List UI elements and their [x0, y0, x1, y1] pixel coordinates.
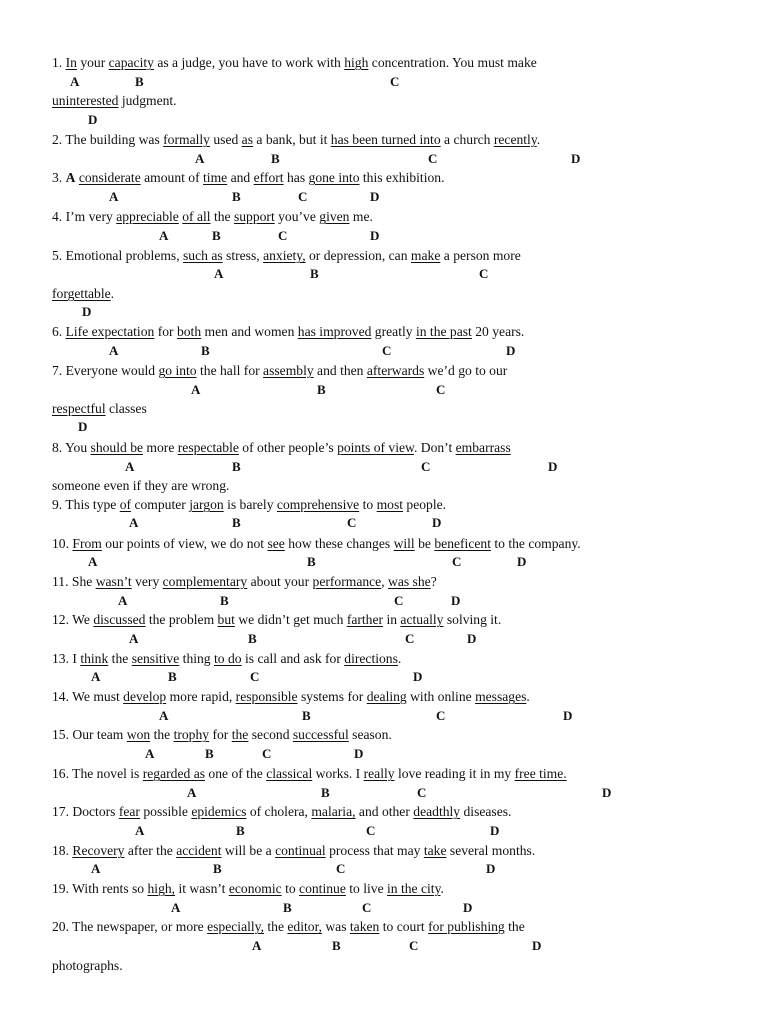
question-text: the problem — [145, 612, 218, 627]
underlined-option-text: for publishing — [428, 919, 505, 934]
underlined-option-text: responsible — [235, 689, 298, 704]
underlined-option-text: such as — [183, 248, 223, 263]
underlined-option-text: free time. — [514, 766, 567, 781]
answer-label-a: A — [145, 746, 155, 761]
underlined-option-text: accident — [176, 843, 222, 858]
answer-label-a: A — [91, 669, 101, 684]
underlined-option-text: continual — [275, 843, 326, 858]
answer-label-c: C — [382, 343, 392, 358]
question-text: 18. — [52, 843, 73, 858]
underlined-option-text: performance — [312, 574, 382, 589]
answer-label-a: A — [109, 343, 119, 358]
answer-label-d: D — [451, 593, 461, 608]
question-text: to — [281, 881, 300, 896]
answer-label-c: C — [298, 189, 308, 204]
question-text: your — [76, 55, 109, 70]
question-text: for — [154, 324, 177, 339]
answer-label-a: A — [195, 151, 205, 166]
question-text: will be a — [221, 843, 276, 858]
question-text: a person more — [440, 248, 521, 263]
answer-label-d: D — [506, 343, 516, 358]
question-text: about your — [247, 574, 313, 589]
question-text-line — [52, 536, 581, 552]
underlined-option-text: jargon — [189, 497, 224, 512]
question-text: the hall for — [196, 363, 264, 378]
question-text: photographs. — [52, 958, 123, 973]
question-text-line — [52, 478, 229, 494]
answer-label-a: A — [214, 266, 224, 281]
answer-label-c: C — [452, 554, 462, 569]
underlined-option-text: taken — [349, 919, 380, 934]
underlined-option-text: classical — [266, 766, 313, 781]
answer-label-a: A — [135, 823, 145, 838]
question-text: 5. Emotional problems, — [52, 248, 184, 263]
answer-label-a: A — [118, 593, 128, 608]
answer-label-d: D — [432, 515, 442, 530]
underlined-option-text: recently — [493, 132, 537, 147]
underlined-option-text: develop — [123, 689, 167, 704]
question-text-line — [52, 843, 535, 859]
underlined-option-text: editor, — [287, 919, 322, 934]
underlined-option-text: discussed — [93, 612, 146, 627]
underlined-option-text: messages — [475, 689, 527, 704]
answer-label-b: B — [232, 189, 241, 204]
answer-label-c: C — [405, 631, 415, 646]
underlined-option-text: effort — [253, 170, 284, 185]
answer-label-a: A — [129, 515, 139, 530]
answer-label-d: D — [78, 419, 88, 434]
answer-label-b: B — [332, 938, 341, 953]
answer-label-a: A — [91, 861, 101, 876]
question-text: 9. This type — [52, 497, 120, 512]
question-text: this exhibition. — [359, 170, 445, 185]
question-text-line — [52, 55, 537, 71]
answer-label-b: B — [212, 228, 221, 243]
question-text: 12. We — [52, 612, 94, 627]
answer-label-a: A — [129, 631, 139, 646]
underlined-option-text: go into — [158, 363, 197, 378]
answer-label-b: B — [168, 669, 177, 684]
underlined-option-text: directions — [344, 651, 398, 666]
underlined-option-text: high — [344, 55, 369, 70]
answer-label-a: A — [187, 785, 197, 800]
answer-label-d: D — [563, 708, 573, 723]
question-text: 20 years. — [471, 324, 525, 339]
underlined-option-text: considerate — [78, 170, 141, 185]
question-text: 6. — [52, 324, 66, 339]
answer-label-c: C — [262, 746, 272, 761]
question-text: . — [536, 132, 541, 147]
question-text-line — [52, 209, 373, 225]
question-text: 11. She — [52, 574, 96, 589]
question-text: 13. I — [52, 651, 81, 666]
question-text: with online — [406, 689, 476, 704]
question-text: process that may — [325, 843, 424, 858]
underlined-option-text: think — [80, 651, 109, 666]
question-text-line — [52, 766, 567, 782]
underlined-option-text: of all — [182, 209, 211, 224]
question-text: we didn’t get much — [234, 612, 347, 627]
underlined-option-text: points of view — [337, 440, 414, 455]
underlined-option-text: successful — [292, 727, 349, 742]
question-text-line — [52, 958, 123, 974]
underlined-option-text: to do — [214, 651, 242, 666]
question-text: is call and ask for — [241, 651, 345, 666]
question-text: systems for — [297, 689, 367, 704]
underlined-option-text: Life expectation — [65, 324, 155, 339]
question-text: solving it. — [443, 612, 502, 627]
question-text: and other — [355, 804, 414, 819]
question-text-line — [52, 401, 147, 417]
underlined-option-text: formally — [163, 132, 210, 147]
answer-label-d: D — [467, 631, 477, 646]
answer-label-d: D — [571, 151, 581, 166]
question-text-line — [52, 93, 177, 109]
question-text: amount of — [140, 170, 204, 185]
underlined-option-text: fear — [118, 804, 140, 819]
question-text-line — [52, 727, 392, 743]
question-text-line — [52, 881, 444, 897]
question-text: concentration. You must make — [368, 55, 537, 70]
question-text-line — [52, 919, 525, 935]
question-text: works. I — [312, 766, 364, 781]
underlined-option-text: farther — [346, 612, 384, 627]
question-text: a bank, but it — [253, 132, 331, 147]
question-text: be — [414, 536, 435, 551]
answer-label-a: A — [159, 228, 169, 243]
question-text: several months. — [446, 843, 536, 858]
answer-label-b: B — [220, 593, 229, 608]
underlined-option-text: most — [376, 497, 404, 512]
underlined-option-text: make — [410, 248, 441, 263]
underlined-option-text: won — [126, 727, 151, 742]
question-text: to court — [379, 919, 429, 934]
answer-label-a: A — [159, 708, 169, 723]
underlined-option-text: anxiety, — [263, 248, 306, 263]
question-text: the — [108, 651, 132, 666]
question-text: 20. The newspaper, or more — [52, 919, 208, 934]
underlined-option-text: comprehensive — [276, 497, 360, 512]
question-text: second — [248, 727, 293, 742]
answer-label-d: D — [602, 785, 612, 800]
question-text: computer — [131, 497, 190, 512]
underlined-option-text: gone into — [308, 170, 360, 185]
question-text: the — [263, 919, 288, 934]
answer-label-b: B — [302, 708, 311, 723]
underlined-option-text: high, — [147, 881, 176, 896]
question-text: 15. Our team — [52, 727, 127, 742]
question-text: , — [381, 574, 389, 589]
underlined-option-text: time — [203, 170, 228, 185]
question-text: me. — [349, 209, 373, 224]
underlined-option-text: deadthly — [413, 804, 461, 819]
underlined-option-text: of — [119, 497, 132, 512]
answer-label-d: D — [413, 669, 423, 684]
underlined-option-text: embarrass — [455, 440, 511, 455]
answer-label-a: A — [125, 459, 135, 474]
underlined-option-text: Recovery — [72, 843, 125, 858]
question-text: for — [209, 727, 232, 742]
question-text: our points of view, we do not — [101, 536, 268, 551]
question-text-line — [52, 440, 511, 456]
question-text: was — [321, 919, 350, 934]
underlined-option-text: sensitive — [131, 651, 180, 666]
underlined-option-text: wasn’t — [95, 574, 132, 589]
question-text: . Don’t — [413, 440, 456, 455]
answer-label-d: D — [354, 746, 364, 761]
answer-label-c: C — [479, 266, 489, 281]
question-text: diseases. — [460, 804, 512, 819]
question-text: as a judge, you have to work with — [153, 55, 345, 70]
question-text: of other people’s — [238, 440, 338, 455]
answer-label-d: D — [548, 459, 558, 474]
question-text: or depression, can — [305, 248, 411, 263]
question-text-line — [52, 689, 530, 705]
question-text-line — [52, 132, 540, 148]
answer-label-d: D — [490, 823, 500, 838]
answer-label-d: D — [82, 304, 92, 319]
underlined-option-text: capacity — [108, 55, 154, 70]
answer-label-b: B — [205, 746, 214, 761]
underlined-option-text: in the past — [415, 324, 472, 339]
question-text: the — [210, 209, 234, 224]
answer-label-b: B — [236, 823, 245, 838]
answer-label-c: C — [278, 228, 288, 243]
question-text: men and women — [201, 324, 298, 339]
question-text: someone even if they are wrong. — [52, 478, 230, 493]
question-text: we’d go to our — [424, 363, 508, 378]
answer-label-c: C — [336, 861, 346, 876]
underlined-option-text: actually — [400, 612, 444, 627]
underlined-option-text: see — [267, 536, 285, 551]
underlined-option-text: especially, — [207, 919, 264, 934]
underlined-option-text: as — [241, 132, 253, 147]
question-text-line — [52, 497, 446, 513]
underlined-option-text: was she — [388, 574, 431, 589]
question-text: and then — [313, 363, 367, 378]
question-text: of cholera, — [246, 804, 312, 819]
answer-label-a: A — [70, 74, 80, 89]
answer-label-a: A — [88, 554, 98, 569]
question-text: 2. The building was — [52, 132, 164, 147]
underlined-option-text: regarded as — [142, 766, 206, 781]
question-text: season. — [348, 727, 392, 742]
answer-label-d: D — [532, 938, 542, 953]
underlined-option-text: should be — [90, 440, 144, 455]
question-text: A — [65, 170, 76, 185]
answer-label-c: C — [347, 515, 357, 530]
answer-label-b: B — [213, 861, 222, 876]
underlined-option-text: respectable — [177, 440, 239, 455]
underlined-option-text: appreciable — [116, 209, 179, 224]
underlined-option-text: dealing — [366, 689, 407, 704]
answer-label-d: D — [486, 861, 496, 876]
answer-label-d: D — [370, 228, 380, 243]
answer-label-c: C — [409, 938, 419, 953]
answer-label-b: B — [310, 266, 319, 281]
question-text: 4. I’m very — [52, 209, 117, 224]
answer-label-c: C — [436, 708, 446, 723]
question-text: to — [359, 497, 377, 512]
underlined-option-text: respectful — [52, 401, 106, 416]
question-text: . — [110, 286, 115, 301]
answer-label-b: B — [321, 785, 330, 800]
question-text: love reading it in my — [394, 766, 515, 781]
answer-label-c: C — [390, 74, 400, 89]
answer-label-d: D — [463, 900, 473, 915]
question-text: people. — [403, 497, 447, 512]
question-text: you’ve — [274, 209, 320, 224]
question-text: 17. Doctors — [52, 804, 119, 819]
answer-label-d: D — [370, 189, 380, 204]
answer-label-c: C — [436, 382, 446, 397]
answer-label-a: A — [252, 938, 262, 953]
answer-label-c: C — [366, 823, 376, 838]
question-text: classes — [105, 401, 147, 416]
underlined-option-text: will — [393, 536, 415, 551]
question-text: one of the — [205, 766, 267, 781]
underlined-option-text: complementary — [162, 574, 248, 589]
underlined-option-text: in the city — [387, 881, 441, 896]
question-text: judgment. — [118, 93, 177, 108]
underlined-option-text: economic — [228, 881, 282, 896]
question-text-line — [52, 574, 437, 590]
answer-label-b: B — [271, 151, 280, 166]
answer-label-d: D — [88, 112, 98, 127]
underlined-option-text: the — [231, 727, 249, 742]
question-text: 19. With rents so — [52, 881, 148, 896]
question-text: 7. Everyone would — [52, 363, 159, 378]
question-text-line — [52, 324, 524, 340]
question-text-line — [52, 286, 114, 302]
question-text: . — [526, 689, 530, 704]
question-text: 3. — [52, 170, 66, 185]
question-text: more rapid, — [166, 689, 236, 704]
underlined-option-text: both — [176, 324, 202, 339]
underlined-option-text: malaria, — [311, 804, 356, 819]
question-text: the — [150, 727, 174, 742]
question-text-line — [52, 651, 401, 667]
underlined-option-text: epidemics — [191, 804, 247, 819]
question-text: it wasn’t — [175, 881, 229, 896]
answer-label-d: D — [517, 554, 527, 569]
question-text: 8. You — [52, 440, 91, 455]
question-text: greatly — [371, 324, 416, 339]
underlined-option-text: In — [65, 55, 77, 70]
question-text: to live — [345, 881, 388, 896]
answer-label-c: C — [250, 669, 260, 684]
answer-label-b: B — [307, 554, 316, 569]
underlined-option-text: forgettable — [52, 286, 111, 301]
question-text: 1. — [52, 55, 66, 70]
question-text: the — [504, 919, 525, 934]
question-text: to the company. — [490, 536, 581, 551]
answer-label-b: B — [283, 900, 292, 915]
answer-label-b: B — [232, 515, 241, 530]
question-text: stress, — [222, 248, 264, 263]
question-text: used — [209, 132, 242, 147]
question-text: possible — [139, 804, 192, 819]
underlined-option-text: assembly — [263, 363, 314, 378]
question-text: ? — [430, 574, 437, 589]
underlined-option-text: has been turned into — [330, 132, 441, 147]
question-text-line — [52, 804, 511, 820]
question-text: thing — [179, 651, 215, 666]
question-text-line — [52, 363, 507, 379]
underlined-option-text: uninterested — [52, 93, 119, 108]
answer-label-b: B — [135, 74, 144, 89]
question-text: 14. We must — [52, 689, 124, 704]
question-text-line — [52, 248, 521, 264]
answer-label-c: C — [362, 900, 372, 915]
question-text: 16. The novel is — [52, 766, 143, 781]
underlined-option-text: trophy — [173, 727, 210, 742]
underlined-option-text: continue — [299, 881, 346, 896]
question-text: . — [440, 881, 444, 896]
question-text: more — [143, 440, 178, 455]
answer-label-b: B — [232, 459, 241, 474]
underlined-option-text: given — [319, 209, 350, 224]
question-text-line — [52, 612, 501, 628]
answer-label-b: B — [201, 343, 210, 358]
underlined-option-text: beneficent — [434, 536, 491, 551]
answer-label-c: C — [428, 151, 438, 166]
underlined-option-text: take — [423, 843, 447, 858]
answer-label-c: C — [417, 785, 427, 800]
underlined-option-text: has improved — [297, 324, 372, 339]
underlined-option-text: really — [363, 766, 395, 781]
answer-label-c: C — [394, 593, 404, 608]
question-text: is barely — [223, 497, 277, 512]
question-text: . — [397, 651, 402, 666]
answer-label-a: A — [191, 382, 201, 397]
question-text: has — [283, 170, 309, 185]
answer-label-a: A — [171, 900, 181, 915]
underlined-option-text: but — [217, 612, 235, 627]
question-text: how these changes — [284, 536, 394, 551]
answer-label-a: A — [109, 189, 119, 204]
answer-label-b: B — [317, 382, 326, 397]
question-text: in — [383, 612, 401, 627]
question-text: after the — [124, 843, 177, 858]
underlined-option-text: From — [72, 536, 102, 551]
question-text: and — [227, 170, 254, 185]
underlined-option-text: afterwards — [366, 363, 425, 378]
question-text: very — [131, 574, 163, 589]
answer-label-c: C — [421, 459, 431, 474]
question-text: a church — [440, 132, 494, 147]
question-text-line — [52, 170, 444, 186]
underlined-option-text: support — [233, 209, 275, 224]
answer-label-b: B — [248, 631, 257, 646]
question-text: 10. — [52, 536, 73, 551]
